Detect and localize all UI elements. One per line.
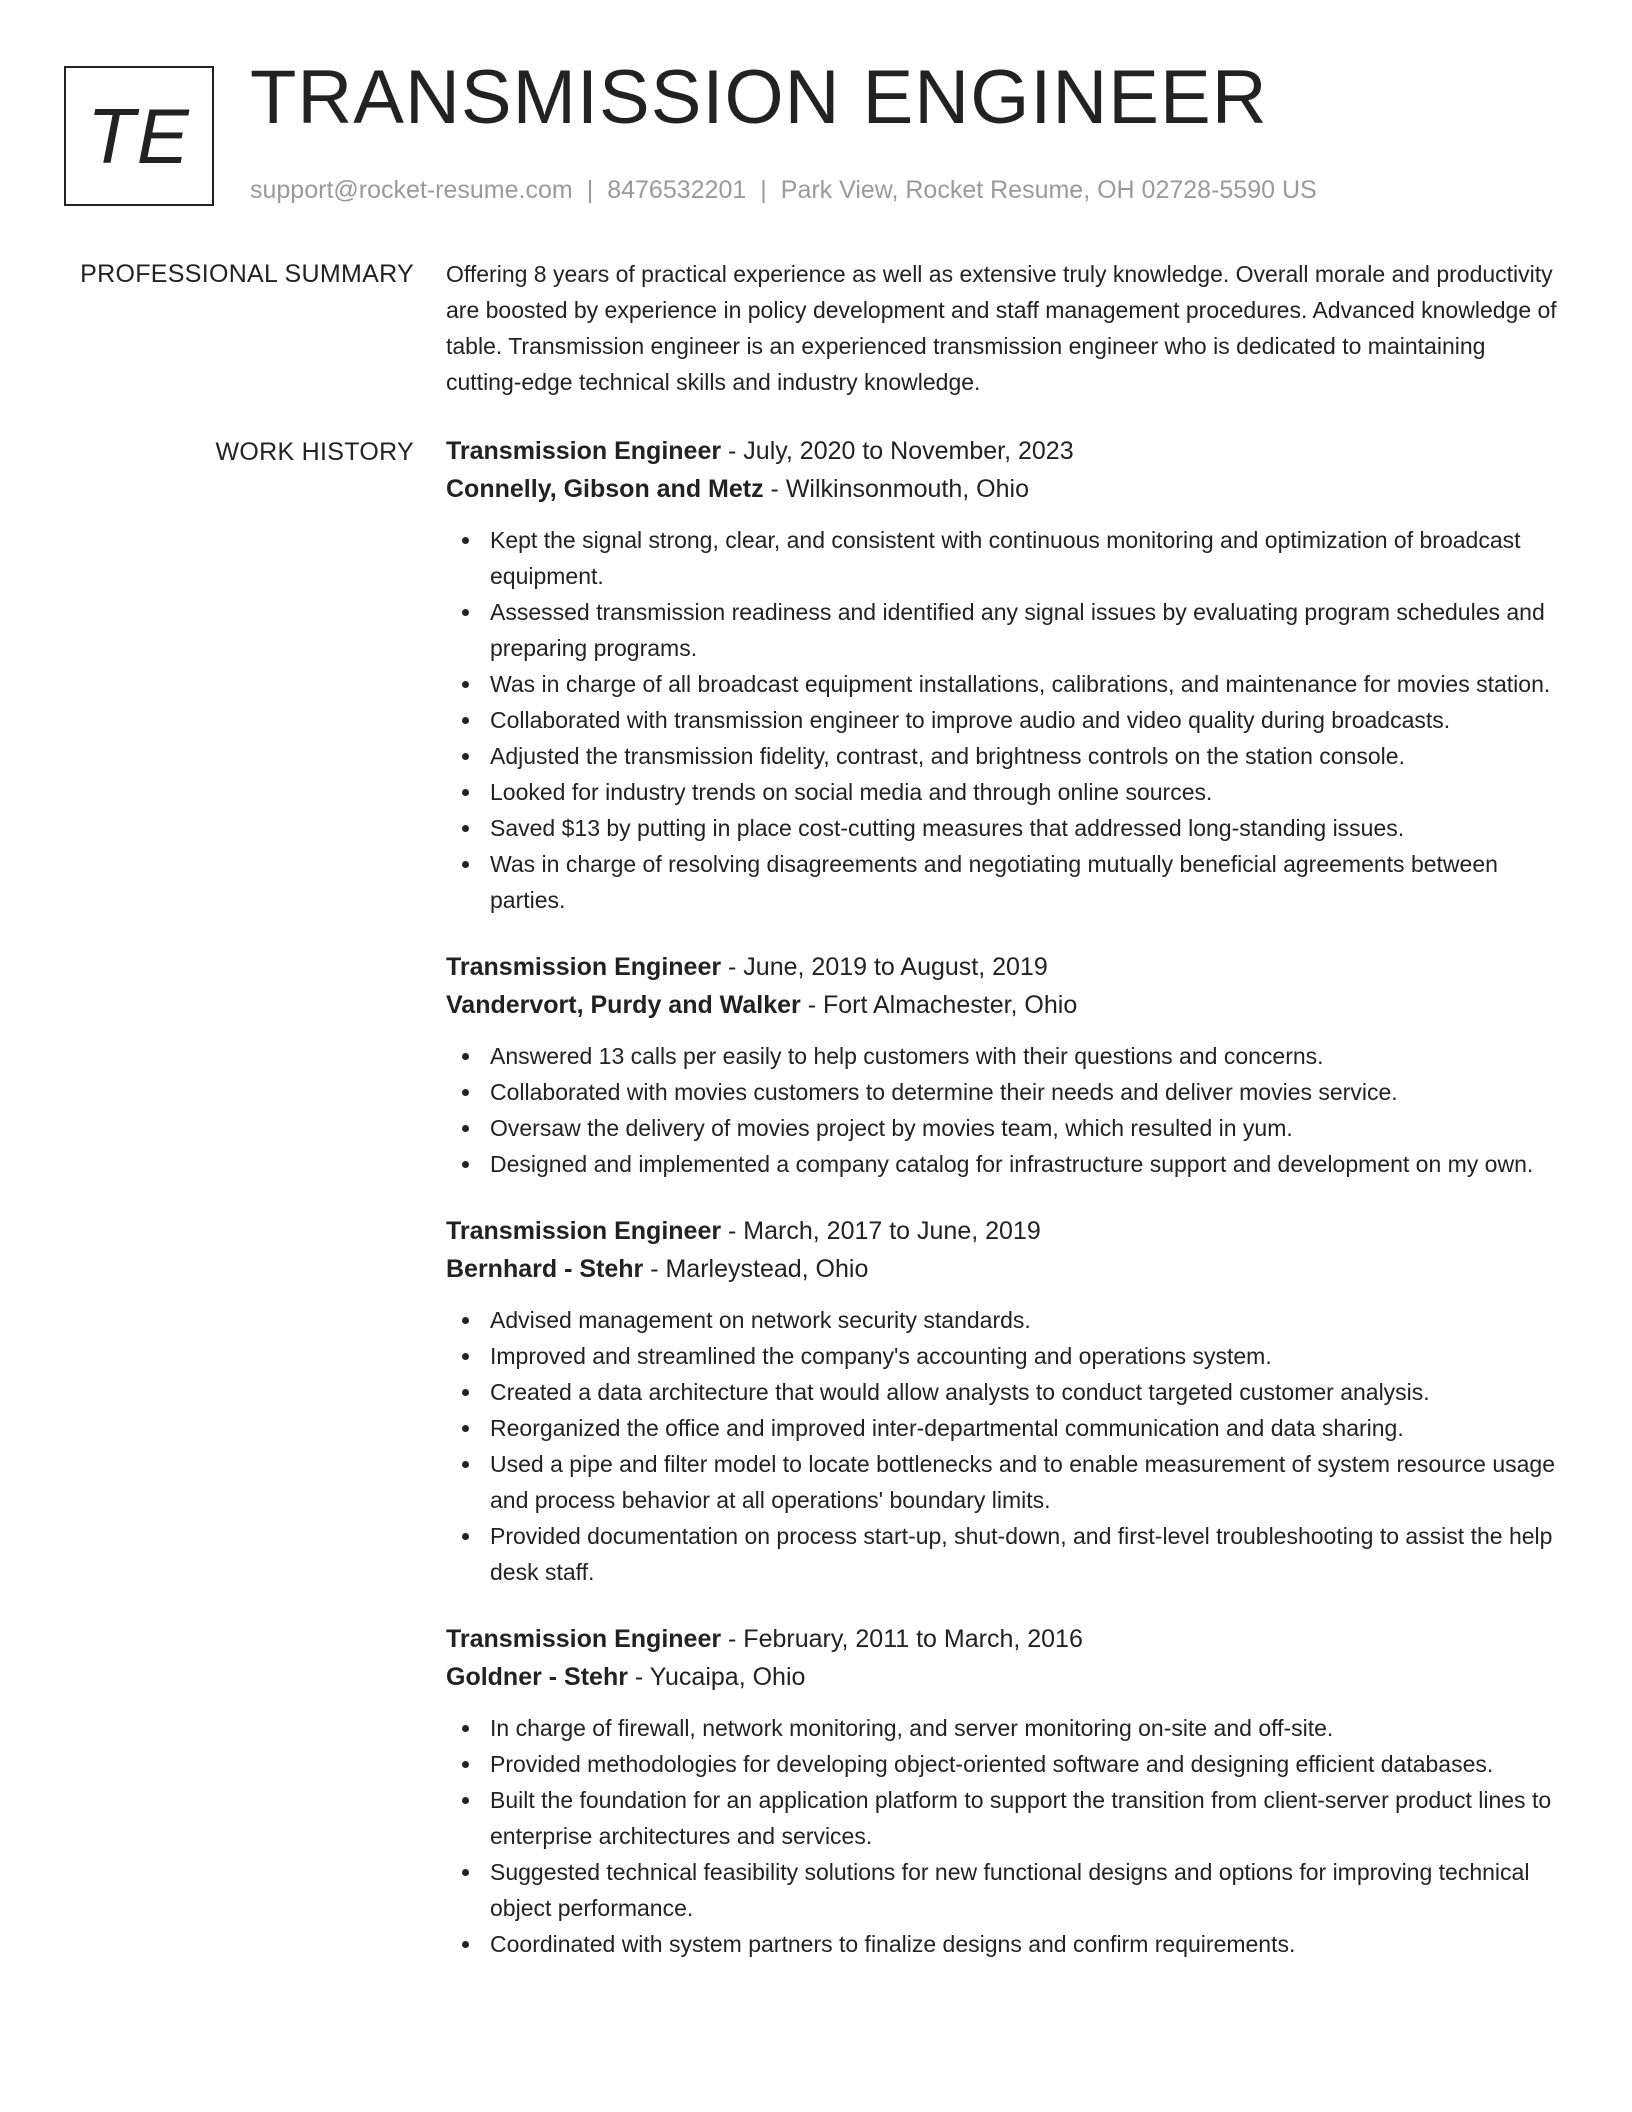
- job-bullet-list: [446, 1038, 1566, 1182]
- list-item: [446, 1038, 1566, 1074]
- page-title: TRANSMISSION ENGINEER: [250, 55, 1268, 140]
- job-title-line: [446, 948, 1566, 986]
- bullet-text: Was in charge of resolving disagreements and negotiating mutually beneficial agreements between parties.: [490, 851, 1498, 913]
- job-company: Bernhard - Stehr: [446, 1255, 644, 1283]
- bullet-dot-icon: [462, 1461, 469, 1468]
- list-item: [446, 1926, 1566, 1962]
- bullet-text: Adjusted the transmission fidelity, contrast, and brightness controls on the station console.: [490, 743, 1405, 769]
- bullet-text: Suggested technical feasibility solutions for new functional designs and options for improving technical object performance.: [490, 1859, 1530, 1921]
- job-title-line: [446, 432, 1566, 470]
- list-item: [446, 666, 1566, 702]
- job-dates: - June, 2019 to August, 2019: [721, 953, 1048, 981]
- list-item: [446, 1110, 1566, 1146]
- list-item: [446, 1746, 1566, 1782]
- job-location: - Marleystead, Ohio: [643, 1255, 869, 1283]
- contact-email[interactable]: support@rocket-resume.com: [250, 176, 573, 204]
- job-entry: [446, 432, 1566, 918]
- bullet-text: Reorganized the office and improved inter-departmental communication and data sharing.: [490, 1415, 1404, 1441]
- bullet-text: Assessed transmission readiness and identified any signal issues by evaluating program schedules and preparing programs.: [490, 599, 1545, 661]
- bullet-dot-icon: [462, 1761, 469, 1768]
- bullet-dot-icon: [462, 1389, 469, 1396]
- bullet-text: Coordinated with system partners to finalize designs and confirm requirements.: [490, 1931, 1296, 1957]
- monogram-initials: TE: [87, 91, 191, 180]
- bullet-text: Advised management on network security standards.: [490, 1307, 1031, 1333]
- bullet-dot-icon: [462, 1089, 469, 1096]
- list-item: [446, 1146, 1566, 1182]
- job-company: Goldner - Stehr: [446, 1663, 628, 1691]
- contact-separator: |: [760, 176, 767, 204]
- contact-phone[interactable]: 8476532201: [607, 176, 747, 204]
- job-company-line: [446, 1658, 1566, 1696]
- bullet-dot-icon: [462, 681, 469, 688]
- list-item: [446, 774, 1566, 810]
- bullet-dot-icon: [462, 1353, 469, 1360]
- list-item: [446, 1302, 1566, 1338]
- bullet-text: Looked for industry trends on social media and through online sources.: [490, 779, 1213, 805]
- job-dates: - February, 2011 to March, 2016: [721, 1625, 1083, 1653]
- job-company-line: [446, 1250, 1566, 1288]
- bullet-dot-icon: [462, 1161, 469, 1168]
- summary-heading: PROFESSIONAL SUMMARY: [80, 260, 414, 288]
- job-company-line: [446, 470, 1566, 508]
- contact-address: Park View, Rocket Resume, OH 02728-5590 US: [780, 176, 1317, 204]
- list-item: [446, 594, 1566, 666]
- job-title: Transmission Engineer: [446, 437, 722, 465]
- bullet-dot-icon: [462, 789, 469, 796]
- bullet-dot-icon: [462, 1125, 469, 1132]
- job-title-line: [446, 1620, 1566, 1658]
- contact-line: [250, 174, 1317, 207]
- list-item: [446, 1518, 1566, 1590]
- bullet-text: Created a data architecture that would allow analysts to conduct targeted customer analysis.: [490, 1379, 1430, 1405]
- job-title: Transmission Engineer: [446, 1217, 722, 1245]
- job-location: - Yucaipa, Ohio: [627, 1663, 806, 1691]
- bullet-text: Was in charge of all broadcast equipment installations, calibrations, and maintenance for movies station.: [490, 671, 1551, 697]
- job-bullet-list: [446, 1302, 1566, 1590]
- bullet-dot-icon: [462, 609, 469, 616]
- work-history-heading: WORK HISTORY: [215, 438, 414, 466]
- bullet-text: Answered 13 calls per easily to help customers with their questions and concerns.: [490, 1043, 1324, 1069]
- bullet-dot-icon: [462, 1533, 469, 1540]
- list-item: [446, 810, 1566, 846]
- bullet-text: Oversaw the delivery of movies project by movies team, which resulted in yum.: [490, 1115, 1293, 1141]
- job-entry: [446, 1212, 1566, 1590]
- job-dates: - July, 2020 to November, 2023: [721, 437, 1074, 465]
- monogram-badge: [64, 66, 214, 206]
- list-item: [446, 522, 1566, 594]
- bullet-dot-icon: [462, 1941, 469, 1948]
- bullet-text: In charge of firewall, network monitoring, and server monitoring on-site and off-site.: [490, 1715, 1334, 1741]
- bullet-text: Collaborated with movies customers to determine their needs and deliver movies service.: [490, 1079, 1398, 1105]
- bullet-dot-icon: [462, 1725, 469, 1732]
- bullet-dot-icon: [462, 717, 469, 724]
- list-item: [446, 1410, 1566, 1446]
- list-item: [446, 1338, 1566, 1374]
- bullet-text: Saved $13 by putting in place cost-cutting measures that addressed long-standing issues.: [490, 815, 1405, 841]
- job-company-line: [446, 986, 1566, 1024]
- bullet-dot-icon: [462, 1869, 469, 1876]
- bullet-text: Kept the signal strong, clear, and consistent with continuous monitoring and optimization of broadcast equipment.: [490, 527, 1521, 589]
- job-location: - Wilkinsonmouth, Ohio: [763, 475, 1029, 503]
- job-title: Transmission Engineer: [446, 953, 722, 981]
- bullet-dot-icon: [462, 1797, 469, 1804]
- contact-separator: |: [586, 176, 594, 204]
- bullet-text: Built the foundation for an application platform to support the transition from client-server product lines to enterprise architectures and services.: [490, 1787, 1552, 1849]
- bullet-dot-icon: [462, 825, 469, 832]
- job-entry: [446, 948, 1566, 1182]
- bullet-dot-icon: [462, 1425, 469, 1432]
- job-title-line: [446, 1212, 1566, 1250]
- bullet-text: Used a pipe and filter model to locate bottlenecks and to enable measurement of system resource usage and process behavior at all operations' boundary limits.: [490, 1451, 1555, 1513]
- bullet-dot-icon: [462, 1053, 469, 1060]
- bullet-text: Designed and implemented a company catalog for infrastructure support and development on my own.: [490, 1151, 1534, 1177]
- job-bullet-list: [446, 1710, 1566, 1962]
- job-location: - Fort Almachester, Ohio: [800, 991, 1078, 1019]
- summary-text: Offering 8 years of practical experience as well as extensive truly knowledge. Overall morale and productivity are boosted by experience in policy development and staff management procedures. Advanced knowledge of table. Transmission engineer is an experienced transmission engineer who is dedicated to maintaining cutting-edge technical skills and industry knowledge.: [446, 261, 1557, 395]
- job-title: Transmission Engineer: [446, 1625, 722, 1653]
- bullet-dot-icon: [462, 1317, 469, 1324]
- bullet-dot-icon: [462, 861, 469, 868]
- bullet-text: Provided documentation on process start-up, shut-down, and first-level troubleshooting to assist the help desk staff.: [490, 1523, 1553, 1585]
- bullet-dot-icon: [462, 537, 469, 544]
- job-entry: [446, 1620, 1566, 1962]
- summary-body: [446, 256, 1566, 400]
- job-bullet-list: [446, 522, 1566, 918]
- bullet-dot-icon: [462, 753, 469, 760]
- list-item: [446, 738, 1566, 774]
- work-history-body: [446, 432, 1566, 1992]
- list-item: [446, 1782, 1566, 1854]
- list-item: [446, 1710, 1566, 1746]
- bullet-text: Provided methodologies for developing object-oriented software and designing efficient databases.: [490, 1751, 1494, 1777]
- list-item: [446, 1374, 1566, 1410]
- list-item: [446, 702, 1566, 738]
- list-item: [446, 846, 1566, 918]
- job-company: Connelly, Gibson and Metz: [446, 475, 764, 503]
- list-item: [446, 1854, 1566, 1926]
- bullet-text: Collaborated with transmission engineer to improve audio and video quality during broadcasts.: [490, 707, 1451, 733]
- job-company: Vandervort, Purdy and Walker: [446, 991, 801, 1019]
- list-item: [446, 1074, 1566, 1110]
- bullet-text: Improved and streamlined the company's accounting and operations system.: [490, 1343, 1272, 1369]
- list-item: [446, 1446, 1566, 1518]
- job-dates: - March, 2017 to June, 2019: [721, 1217, 1041, 1245]
